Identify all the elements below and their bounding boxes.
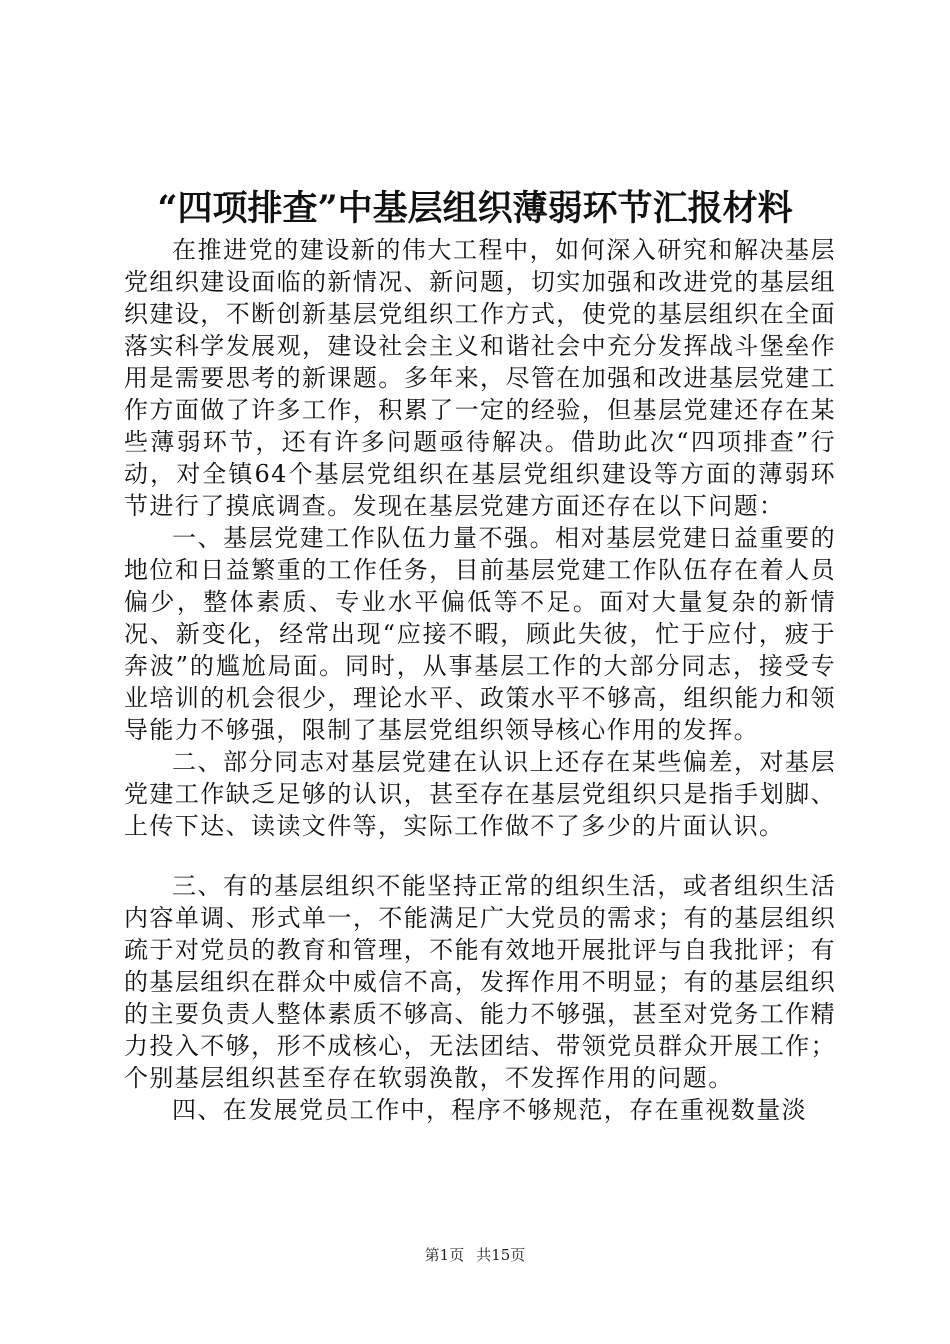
page-footer (0, 1245, 950, 1265)
page-number: 第1页 (424, 1246, 465, 1264)
paragraph-intro: 在推进党的建设新的伟大工程中，如何深入研究和解决基层党组织建设面临的新情况、新问题，切实加强和改进党的基层组织建设，不断创新基层党组织工作方式，使党的基层组织在全面落实科学发展观，建设社会主义和谐社会中充分发挥战斗堡垒作用是需要思考的新课题。多年来，尽管在加强和改进基层党建工作方面做了许多工作，积累了一定的经验，但基层党建还存在某些薄弱环节，还有许多问题亟待解决。借助此次“四项排查”行动，对全镇64个基层党组织在基层党组织建设等方面的薄弱环节进行了摸底调查。发现在基层党建方面还存在以下问题： (124, 236, 836, 520)
paragraph-point-3: 三、有的基层组织不能坚持正常的组织生活，或者组织生活内容单调、形式单一，不能满足广大党员的需求；有的基层组织疏于对党员的教育和管理，不能有效地开展批评与自我批评；有的基层组织在群众中威信不高，发挥作用不明显；有的基层组织的主要负责人整体素质不够高、能力不够强，甚至对党务工作精力投入不够，形不成核心，无法团结、带领党员群众开展工作；个别基层组织甚至存在软弱涣散，不发挥作用的问题。 (124, 872, 836, 1092)
paragraph-point-1: 一、基层党建工作队伍力量不强。相对基层党建日益重要的地位和日益繁重的工作任务，目前基层党建工作队伍存在着人员偏少，整体素质、专业水平偏低等不足。面对大量复杂的新情况、新变化，经常出现“应接不暇，顾此失彼，忙于应付，疲于奔波”的尴尬局面。同时，从事基层工作的大部分同志，接受专业培训的机会很少，理论水平、政策水平不够高，组织能力和领导能力不够强，限制了基层党组织领导核心作用的发挥。 (124, 524, 836, 744)
paragraph-point-4: 四、在发展党员工作中，程序不够规范，存在重视数量淡 (172, 1096, 807, 1124)
document-title: “四项排查”中基层组织薄弱环节汇报材料 (157, 188, 793, 229)
page-total: 共15页 (476, 1246, 526, 1264)
document-body (124, 234, 836, 1126)
paragraph-point-2: 二、部分同志对基层党建在认识上还存在某些偏差，对基层党建工作缺乏足够的认识，甚至存在基层党组织只是指手划脚、上传下达、读读文件等，实际工作做不了多少的片面认识。 (124, 748, 836, 840)
